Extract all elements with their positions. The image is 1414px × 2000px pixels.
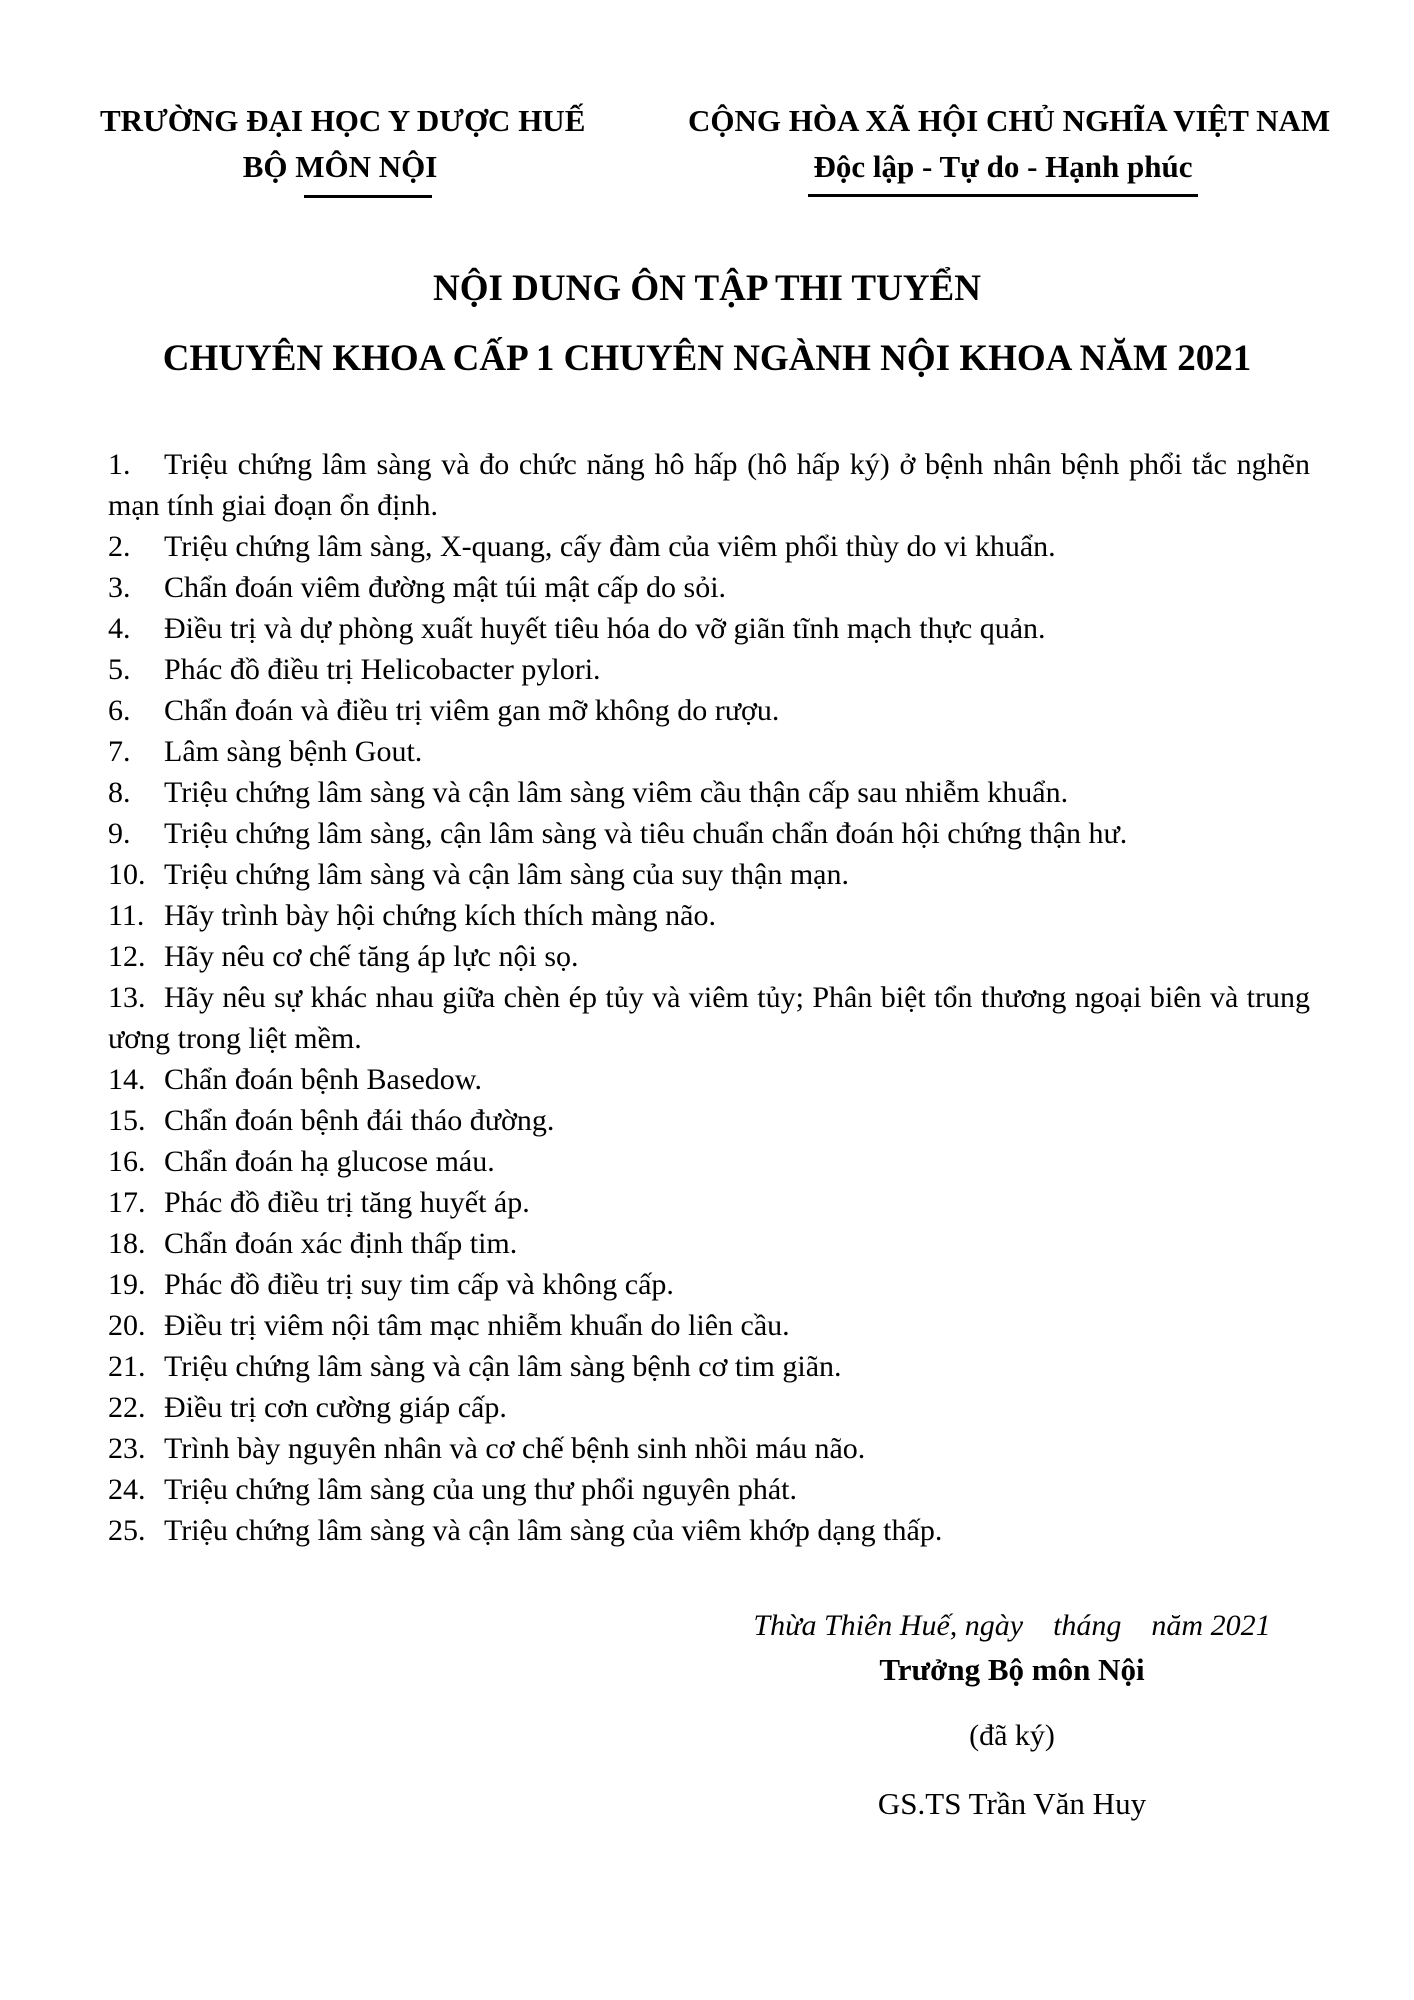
- signer-role: Trưởng Bộ môn Nội: [879, 1652, 1145, 1687]
- national-title: CỘNG HÒA XÃ HỘI CHỦ NGHĨA VIỆT NAM: [688, 103, 1331, 138]
- list-item: [108, 1141, 1310, 1182]
- list-item: [108, 1264, 1310, 1305]
- list-item-number: 24.: [108, 1473, 146, 1506]
- list-item-number: 8.: [108, 776, 131, 809]
- list-item: [108, 895, 1310, 936]
- list-item-text: Chẩn đoán bệnh Basedow.: [164, 1063, 482, 1096]
- list-item: [108, 690, 1310, 731]
- list-item-number: 11.: [108, 899, 145, 932]
- list-item: [108, 1182, 1310, 1223]
- list-item: [108, 854, 1310, 895]
- list-item-text: Triệu chứng lâm sàng, cận lâm sàng và tiêu chuẩn chẩn đoán hội chứng thận hư.: [164, 817, 1128, 850]
- list-item-number: 5.: [108, 653, 131, 686]
- list-item: [108, 813, 1310, 854]
- list-item-text: Triệu chứng lâm sàng của ung thư phổi nguyên phát.: [164, 1473, 797, 1506]
- list-item: [108, 1100, 1310, 1141]
- list-item-number: 10.: [108, 858, 146, 891]
- list-item-text: Chẩn đoán và điều trị viêm gan mỡ không do rượu.: [164, 694, 780, 727]
- date-line: Thừa Thiên Huế, ngày tháng năm 2021: [753, 1609, 1271, 1642]
- list-item-text: Triệu chứng lâm sàng, X-quang, cấy đàm của viêm phổi thùy do vi khuẩn.: [164, 530, 1056, 563]
- list-item: [108, 1305, 1310, 1346]
- list-item-text: Phác đồ điều trị Helicobacter pylori.: [164, 653, 601, 686]
- signer-name: GS.TS Trần Văn Huy: [877, 1786, 1147, 1821]
- institution-name: TRƯỜNG ĐẠI HỌC Y DƯỢC HUẾ: [100, 103, 586, 138]
- list-item-number: 18.: [108, 1227, 146, 1260]
- list-item: [108, 1223, 1310, 1264]
- signed-note: (đã ký): [969, 1719, 1055, 1752]
- list-item-text: Lâm sàng bệnh Gout.: [164, 735, 423, 768]
- list-item-number: 4.: [108, 612, 131, 645]
- list-item: [108, 936, 1310, 977]
- list-item-text: Phác đồ điều trị tăng huyết áp.: [164, 1186, 530, 1219]
- list-item-text: Chẩn đoán viêm đường mật túi mật cấp do sỏi.: [164, 571, 727, 604]
- list-item-number: 17.: [108, 1186, 146, 1219]
- list-item-text: Hãy nêu cơ chế tăng áp lực nội sọ.: [164, 940, 579, 973]
- list-item: [108, 1387, 1310, 1428]
- list-item-number: 2.: [108, 530, 131, 563]
- list-item-number: 19.: [108, 1268, 146, 1301]
- list-item-number: 15.: [108, 1104, 146, 1137]
- signature-block: [700, 1605, 1324, 1825]
- list-item-text: Triệu chứng lâm sàng và cận lâm sàng viêm cầu thận cấp sau nhiễm khuẩn.: [164, 776, 1069, 809]
- list-item: [108, 1346, 1310, 1387]
- list-item-number: 7.: [108, 735, 131, 768]
- list-item-number: 22.: [108, 1391, 146, 1424]
- list-item-number: 21.: [108, 1350, 146, 1383]
- list-item-number: 12.: [108, 940, 146, 973]
- list-item-number: 20.: [108, 1309, 146, 1342]
- list-item-number: 23.: [108, 1432, 146, 1465]
- list-item-text: Điều trị viêm nội tâm mạc nhiễm khuẩn do liên cầu.: [164, 1309, 790, 1342]
- list-item-text: Chẩn đoán hạ glucose máu.: [164, 1145, 495, 1178]
- list-item-text: Phác đồ điều trị suy tim cấp và không cấp.: [164, 1268, 674, 1301]
- list-item: [108, 977, 1310, 1059]
- list-item-text: Triệu chứng lâm sàng và cận lâm sàng bệnh cơ tim giãn.: [164, 1350, 842, 1383]
- list-item-number: 6.: [108, 694, 131, 727]
- list-item: [108, 1428, 1310, 1469]
- list-item: [108, 567, 1310, 608]
- list-item: [108, 1469, 1310, 1510]
- list-item: [108, 1510, 1310, 1551]
- list-item: [108, 649, 1310, 690]
- header-institution-block: [100, 98, 586, 198]
- list-item-text: Chẩn đoán xác định thấp tim.: [164, 1227, 518, 1260]
- list-item-number: 3.: [108, 571, 131, 604]
- department-name: BỘ MÔN NỘI: [242, 149, 438, 184]
- list-item-text: Hãy nêu sự khác nhau giữa chèn ép tủy và viêm tủy; Phân biệt tổn thương ngoại biên và trung ương trong liệt mềm.: [108, 981, 1310, 1055]
- list-item-text: Trình bày nguyên nhân và cơ chế bệnh sinh nhồi máu não.: [164, 1432, 866, 1465]
- list-item-number: 13.: [108, 981, 146, 1014]
- list-item: [108, 772, 1310, 813]
- list-item: [108, 526, 1310, 567]
- document-header: [0, 98, 1414, 198]
- national-motto: [688, 144, 1318, 197]
- list-item: [108, 731, 1310, 772]
- list-item-text: Triệu chứng lâm sàng và cận lâm sàng của viêm khớp dạng thấp.: [164, 1514, 943, 1547]
- question-list: [108, 444, 1310, 1551]
- list-item: [108, 608, 1310, 649]
- list-item: [108, 444, 1310, 526]
- list-item-number: 16.: [108, 1145, 146, 1178]
- title-line-1: NỘI DUNG ÔN TẬP THI TUYỂN: [433, 268, 981, 309]
- list-item-text: Điều trị cơn cường giáp cấp.: [164, 1391, 507, 1424]
- list-item-number: 14.: [108, 1063, 146, 1096]
- list-item-text: Triệu chứng lâm sàng và cận lâm sàng của suy thận mạn.: [164, 858, 849, 891]
- list-item-text: Chẩn đoán bệnh đái tháo đường.: [164, 1104, 555, 1137]
- list-item-text: Hãy trình bày hội chứng kích thích màng não.: [164, 899, 716, 932]
- list-item: [108, 1059, 1310, 1100]
- list-item-text: Triệu chứng lâm sàng và đo chức năng hô hấp (hô hấp ký) ở bệnh nhân bệnh phổi tắc nghẽn mạn tính giai đoạn ổn định.: [108, 448, 1310, 522]
- header-left-underline: [304, 195, 432, 198]
- header-national-block: [688, 98, 1331, 197]
- list-item-number: 25.: [108, 1514, 146, 1547]
- list-item-number: 1.: [108, 448, 131, 481]
- document-title: [0, 254, 1414, 394]
- national-motto-text: Độc lập - Tự do - Hạnh phúc: [808, 144, 1199, 197]
- list-item-number: 9.: [108, 817, 131, 850]
- list-item-text: Điều trị và dự phòng xuất huyết tiêu hóa do vỡ giãn tĩnh mạch thực quản.: [164, 612, 1046, 645]
- title-line-2: CHUYÊN KHOA CẤP 1 CHUYÊN NGÀNH NỘI KHOA NĂM 2021: [162, 338, 1252, 379]
